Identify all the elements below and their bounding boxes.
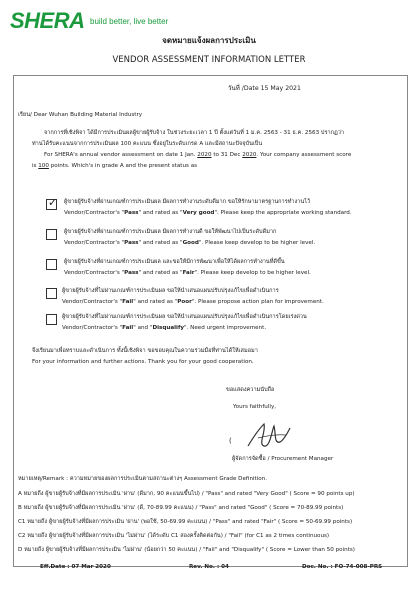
option-2-checkbox[interactable] (46, 229, 57, 240)
option-1-checkbox[interactable] (46, 196, 58, 210)
option-1-thai: ผู้ขายผู้รับจ้างที่ผ่านเกณฑ์การประเมินผล มีผลการทำงานระดับดีมาก ขอให้รักษามาตรฐานการทำงานไว้ (64, 199, 311, 205)
intro-thai-line-2: ท่านได้รับคะแนนจากการประเมินผล 100 คะแนน ซึ่งอยู่ในระดับเกรด A และมีสถานะปัจจุบันเป็น (32, 141, 263, 147)
signature-paren: ( (229, 437, 232, 445)
option-4-checkbox[interactable] (46, 288, 57, 299)
option-5-thai: ผู้ขายผู้รับจ้างที่ไม่ผ่านเกณฑ์การประเมินผล ขอให้นำเสนอแผนปรับปรุงแก้ไขเพื่อดำเนินการโดยเร่งด่วน (62, 314, 307, 320)
letter-date: วันที่ /Date 15 May 2021 (228, 85, 301, 92)
grade-c2-definition: C2 หมายถึง ผู้ขายผู้รับจ้างที่มีผลการประเมิน 'ไม่ผ่าน' (ได้ระดับ C1 สองครั้งติดต่อกัน) / "Fail" (for C1 as 2 times continuous) (18, 533, 330, 539)
checkmark-icon: ✓ (48, 196, 58, 209)
footer-rev-no: Rev. No. : 04 (189, 564, 229, 570)
option-4-english: Vendor/Contractor's "Fail" and rated as "Poor". Please propose action plan for improvement. (62, 299, 324, 305)
intro-thai-line-1: จากการที่เชิงพิจา ได้มีการประเมินผลผู้ขายผู้รับจ้าง ในช่วงระยะเวลา 1 ปี ตั้งแต่วันที่ 1 ม.ค. 2563 - 31 ธ.ค. 2563 ปรากฏว่า (44, 130, 345, 136)
remark-title: หมายเหตุ/Remark : ความหมายของผลการประเมินตามสถานะต่างๆ Assessment Grade Definition. (18, 476, 268, 482)
option-1-english: Vendor/Contractor's "Pass" and rated as "Very good". Please keep the appropriate working standard. (64, 210, 352, 216)
option-5-english: Vendor/Contractor's "Fail" and "Disqualify". Need urgent improvement. (62, 325, 267, 331)
regards-thai: ขอแสดงความนับถือ (226, 387, 275, 393)
intro-english-line-1: For SHERA's annual vendor assessment on date 1 Jan. 2020 to 31 Dec 2020. Your company assessment score (44, 152, 352, 158)
title-english: VENDOR ASSESSMENT INFORMATION LETTER (112, 55, 306, 65)
company-logo: SHERA (10, 8, 85, 33)
footer-eff-date: Eff.Date : 07 Mar 2020 (40, 564, 111, 570)
intro-english-line-2: is 100 points. Which's in grade A and the present status as (32, 163, 198, 169)
grade-c1-definition: C1 หมายถึง ผู้ขายผู้รับจ้างที่มีผลการประเมิน 'ผ่าน' (พอใช้, 50-69.99 คะแนน) / "Pass" and rated "Fair" ( Score = 50-69.99 points) (18, 519, 353, 525)
grade-a-definition: A หมายถึง ผู้ขายผู้รับจ้างที่มีผลการประเมิน 'ผ่าน' (ดีมาก, 90 คะแนนขึ้นไป) / "Pass" and rated "Very Good" ( Score = 90 points up) (18, 491, 355, 497)
grade-b-definition: B หมายถึง ผู้ขายผู้รับจ้างที่มีผลการประเมิน 'ผ่าน' (ดี, 70-89.99 คะแนน) / "Pass" and rated "Good" ( Score = 70-89.99 points) (18, 505, 344, 511)
closing-english: For your information and further actions. Thank you for your good cooperation. (32, 359, 254, 365)
company-tagline: build better, live better (90, 17, 169, 26)
option-3-checkbox[interactable] (46, 259, 57, 270)
signature-image (244, 418, 294, 452)
option-3-english: Vendor/Contractor's "Pass" and rated as "Fair". Please keep develop to be higher level. (64, 270, 311, 276)
option-5-checkbox[interactable] (46, 314, 57, 325)
option-4-thai: ผู้ขายผู้รับจ้างที่ไม่ผ่านเกณฑ์การประเมินผล ขอให้นำเสนอแผนปรับปรุงแก้ไขเพื่อดำเนินการ (62, 288, 279, 294)
manager-title: ผู้จัดการจัดซื้อ / Procurement Manager (232, 456, 334, 462)
title-thai: จดหมายแจ้งผลการประเมิน (162, 36, 256, 45)
option-2-thai: ผู้ขายผู้รับจ้างที่ผ่านเกณฑ์การประเมินผล มีผลการทำงานดี ขอให้พัฒนาไปเป็นระดับดีมาก (64, 229, 277, 235)
recipient: เรียน/ Dear Wuhan Building Material Industry (18, 112, 143, 118)
regards-english: Yours faithfully, (233, 404, 277, 410)
grade-d-definition: D หมายถึง ผู้ขายผู้รับจ้างที่มีผลการประเมิน 'ไม่ผ่าน' (น้อยกว่า 50 คะแนน) / "Fail" and "Disqualify" ( Score = Lower than 50 points) (18, 547, 355, 553)
closing-thai: จึงเรียนมาเพื่อทราบและดำเนินการ ทั้งนี้เชิงพิจา ขอขอบคุณในความร่วมมือที่ท่านได้ให้เสมอมา (32, 348, 258, 354)
option-2-english: Vendor/Contractor's "Pass" and rated as "Good". Please keep develop to be higher level. (64, 240, 316, 246)
option-3-thai: ผู้ขายผู้รับจ้างที่ผ่านเกณฑ์การประเมินผล และขอให้มีการพัฒนาเพื่อให้ได้ผลการทำงานที่ดีขึ้น (64, 259, 285, 265)
footer-doc-no: Doc. No. : FO-74-008-PRS (302, 564, 383, 570)
